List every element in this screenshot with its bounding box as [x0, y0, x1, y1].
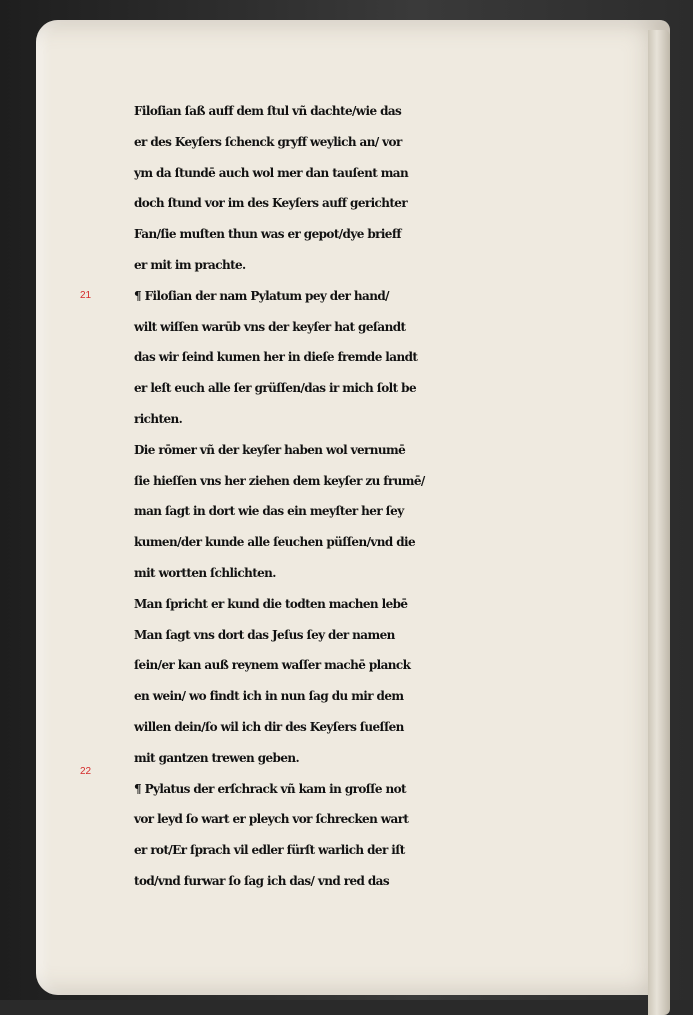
text-line: richten.	[134, 411, 183, 426]
text-line: mit wortten ſchlichten.	[134, 565, 276, 580]
text-line: er des Keyſers ſchenck gryff weylich an/ vor	[134, 134, 402, 149]
text-line: ſie hieſſen vns her ziehen dem keyſer zu frumē/	[134, 473, 425, 488]
text-line: ſein/er kan auß reynem waſſer machē planck	[134, 658, 411, 673]
text-line: Die rōmer vñ der keyſer haben wol vernumē	[134, 442, 406, 457]
text-line: Filoſian ſaß auff dem ſtul vñ dachte/wie das	[134, 104, 402, 118]
line-number-22: 22	[80, 766, 92, 777]
text-line: willen dein/ſo wil ich dir des Keyſers ſueſſen	[134, 719, 404, 734]
text-line: das wir ſeind kumen her in dieſe fremde landt	[134, 350, 418, 365]
text-block	[134, 96, 634, 897]
text-line: vor leyd ſo wart er pleych vor ſchrecken wart	[134, 812, 409, 827]
text-line: ¶ Pylatus der erſchrack vñ kam in groſſe not	[134, 781, 406, 796]
text-line: en wein/ wo findt ich in nun ſag du mir dem	[134, 689, 404, 704]
page-edge	[648, 30, 670, 1015]
text-line: ym da ſtundē auch wol mer dan tauſent man	[134, 165, 409, 180]
text-line: wilt wiſſen warūb vns der keyſer hat geſandt	[134, 319, 406, 334]
text-line: Man ſpricht er kund die todten machen lebē	[134, 596, 408, 611]
text-line: er mit im prachte.	[134, 257, 246, 272]
text-line: Man ſagt vns dort das Jeſus ſey der namen	[134, 627, 395, 642]
text-line: Fan/ſie muſten thun was er gepot/dye brieff	[134, 227, 401, 242]
text-line: er leſt euch alle ſer grüſſen/das ir mich ſolt be	[134, 381, 416, 396]
text-line: kumen/der kunde alle ſeuchen püſſen/vnd die	[134, 535, 415, 550]
line-number-21: 21	[80, 290, 92, 301]
text-line: doch ſtund vor im des Keyſers auff gerichter	[134, 196, 408, 211]
text-line: ¶ Filoſian der nam Pylatum pey der hand/	[134, 288, 389, 303]
text-line: tod/vnd furwar ſo ſag ich das/ vnd red das	[134, 873, 390, 888]
text-line: er rot/Er ſprach vil edler fürſt warlich der iſt	[134, 843, 405, 858]
text-line: man ſagt in dort wie das ein meyſter her ſey	[134, 504, 404, 519]
text-line: mit gantzen trewen geben.	[134, 750, 300, 765]
